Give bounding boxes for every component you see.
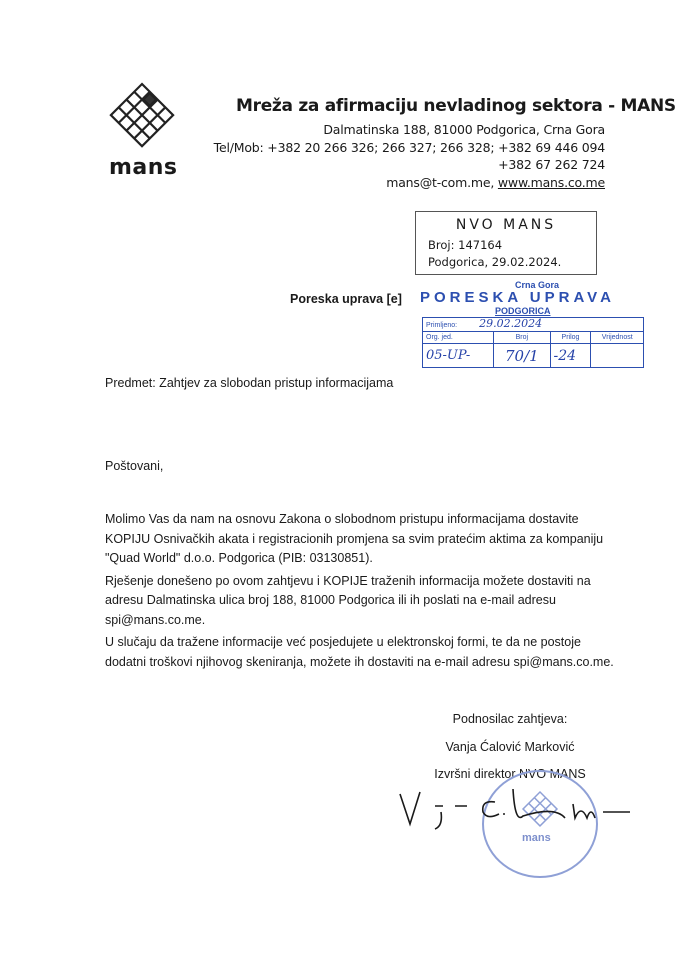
paragraph-1: Molimo Vas da nam na osnovu Zakona o slobodnom pristupu informacijama dostavite KOPIJU Osnivačkih akata i registracionih promjena sa svim pratećim aktima za kompaniju "Quad World" d.o.o. Podgorica (PIB: 03130851). xyxy=(105,512,604,565)
org-email[interactable]: mans@t-com.me, xyxy=(386,175,495,190)
stamp-org-value: 05-UP- xyxy=(423,344,494,368)
org-phone-2: +382 67 262 724 xyxy=(498,157,605,172)
stamp-number-value: 70/1 xyxy=(494,344,550,368)
signer-title: Izvršni direktor NVO MANS xyxy=(434,767,586,781)
reference-box xyxy=(415,211,597,275)
receipt-stamp xyxy=(420,280,650,372)
stamp-authority: PORESKA UPRAVA xyxy=(420,289,615,306)
org-phones: Tel/Mob: +382 20 266 326; 266 327; 266 328; +382 69 446 094 xyxy=(213,140,605,155)
stamp-city: PODGORICA xyxy=(495,306,551,316)
org-name: Mreža za afirmaciju nevladinog sektora - MANS xyxy=(236,96,676,116)
paragraph-3: U slučaju da tražene informacije već posjedujete u elektronskoj formi, te da ne postoje dodatni troškovi njihovog skeniranja, možete ih dostaviti na e-mail adresu spi@mans.co.me. xyxy=(105,635,614,669)
stamp-col-attachment: Prilog xyxy=(550,332,591,344)
ref-number: Broj: 147164 xyxy=(428,238,503,252)
stamp-col-number: Broj xyxy=(494,332,550,344)
mans-grid-logo-icon xyxy=(105,82,180,152)
greeting: Poštovani, xyxy=(105,459,164,473)
seal-logo-text: mans xyxy=(522,832,551,844)
ref-date: Podgorica, 29.02.2024. xyxy=(428,255,562,269)
stamp-table xyxy=(422,317,644,368)
ref-heading: NVO MANS xyxy=(455,217,557,233)
stamp-col-org: Org. jed. xyxy=(423,332,494,344)
signer-name: Vanja Ćalović Marković xyxy=(445,740,575,754)
stamp-attachment-value: -24 xyxy=(550,344,591,368)
stamp-country: Crna Gora xyxy=(515,280,560,290)
org-website-link[interactable]: www.mans.co.me xyxy=(497,175,605,190)
logo-text: mans xyxy=(109,155,178,180)
recipient: Poreska uprava [e] xyxy=(290,292,402,306)
stamp-col-value: Vrijednost xyxy=(591,332,644,344)
signature-label: Podnosilac zahtjeva: xyxy=(452,712,568,726)
org-address: Dalmatinska 188, 81000 Podgorica, Crna Gora xyxy=(323,122,605,137)
mans-logo xyxy=(105,82,180,180)
paragraph-2: Rješenje donešeno po ovom zahtjevu i KOPIJE traženih informacija možete dostaviti na adresu Dalmatinska ulica broj 188, 81000 Podgorica ili ih poslati na e-mail adresu spi@mans.co.me. xyxy=(105,573,591,627)
handwritten-signature xyxy=(395,784,635,834)
stamp-received-date: 29.02.2024 xyxy=(479,317,543,330)
subject-line: Predmet: Zahtjev za slobodan pristup informacijama xyxy=(105,376,394,390)
letter-body xyxy=(105,510,625,675)
stamp-received-label: Primljeno: xyxy=(426,322,458,329)
org-contacts xyxy=(386,175,605,190)
